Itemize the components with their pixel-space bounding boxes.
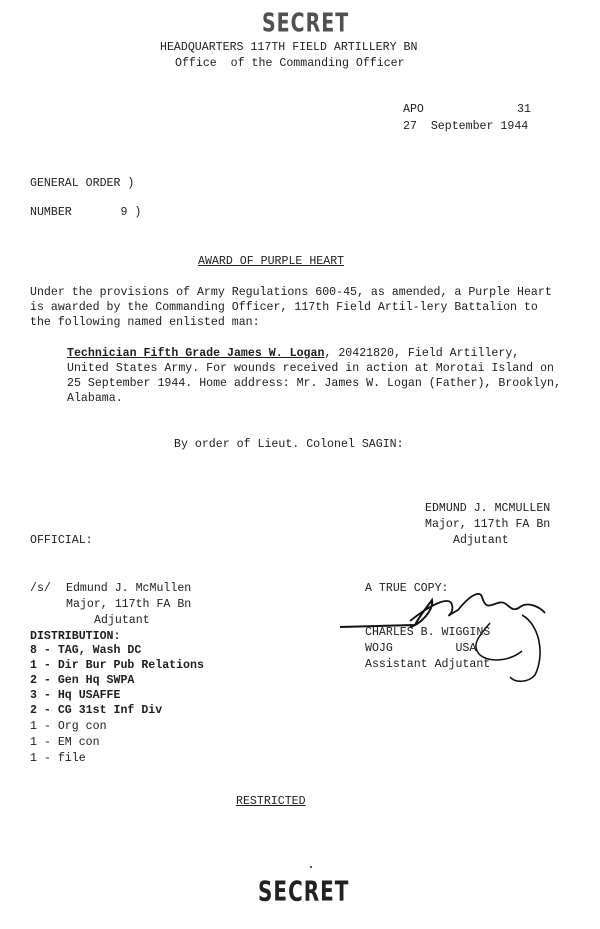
true-copy-label: A TRUE COPY:	[365, 582, 449, 595]
signed-prefix: /s/	[30, 582, 51, 595]
by-order-line: By order of Lieut. Colonel SAGIN:	[174, 438, 404, 451]
true-copy-title: Assistant Adjutant	[365, 658, 491, 671]
header-unit: HEADQUARTERS 117TH FIELD ARTILLERY BN	[160, 41, 418, 54]
list-item: 1 - file	[30, 752, 86, 765]
header-office: Office of the Commanding Officer	[175, 57, 405, 70]
apo-number: 31	[517, 103, 531, 116]
list-item: 1 - Dir Bur Pub Relations	[30, 659, 204, 672]
commander-rank: Major, 117th FA Bn	[425, 518, 551, 531]
order-number: NUMBER 9 )	[30, 206, 142, 219]
classification-stamp-top: SECRET	[262, 8, 350, 39]
page-mark	[310, 866, 312, 868]
general-order-label: GENERAL ORDER )	[30, 177, 135, 190]
restricted-footer: RESTRICTED	[236, 795, 306, 808]
true-copy-rank: WOJG USA	[365, 642, 477, 655]
commander-name: EDMUND J. MCMULLEN	[425, 502, 551, 515]
citation-text: , 20421820, Field Artillery, United States Army. For wounds received in action at Morotai Island on 25 September 1944. Home address: Mr. James W. Logan (Father), Brooklyn, Alabama.	[67, 347, 561, 405]
order-date: 27 September 1944	[403, 120, 529, 133]
official-label: OFFICIAL:	[30, 534, 93, 547]
citation-paragraph	[67, 346, 567, 406]
list-item: 1 - EM con	[30, 736, 100, 749]
list-item: 1 - Org con	[30, 720, 107, 733]
recipient-name: Technician Fifth Grade James W. Logan	[67, 347, 325, 360]
distribution-label: DISTRIBUTION:	[30, 630, 121, 643]
order-title: AWARD OF PURPLE HEART	[198, 255, 345, 268]
signed-name: Edmund J. McMullen	[66, 582, 192, 595]
list-item: 2 - Gen Hq SWPA	[30, 674, 135, 687]
signed-rank: Major, 117th FA Bn	[66, 598, 192, 611]
true-copy-name: CHARLES B. WIGGINS	[365, 626, 491, 639]
list-item: 3 - Hq USAFFE	[30, 689, 121, 702]
award-paragraph: Under the provisions of Army Regulations 600-45, as amended, a Purple Heart is awarded by the Commanding Officer, 117th Field Artil-lery Battalion to the following named enlisted man:	[30, 286, 552, 329]
apo-label: APO	[403, 103, 424, 116]
commander-title: Adjutant	[453, 534, 509, 547]
signed-title: Adjutant	[94, 614, 150, 627]
list-item: 2 - CG 31st Inf Div	[30, 704, 163, 717]
list-item: 8 - TAG, Wash DC	[30, 644, 142, 657]
classification-stamp-bottom: SECRET	[258, 874, 350, 908]
